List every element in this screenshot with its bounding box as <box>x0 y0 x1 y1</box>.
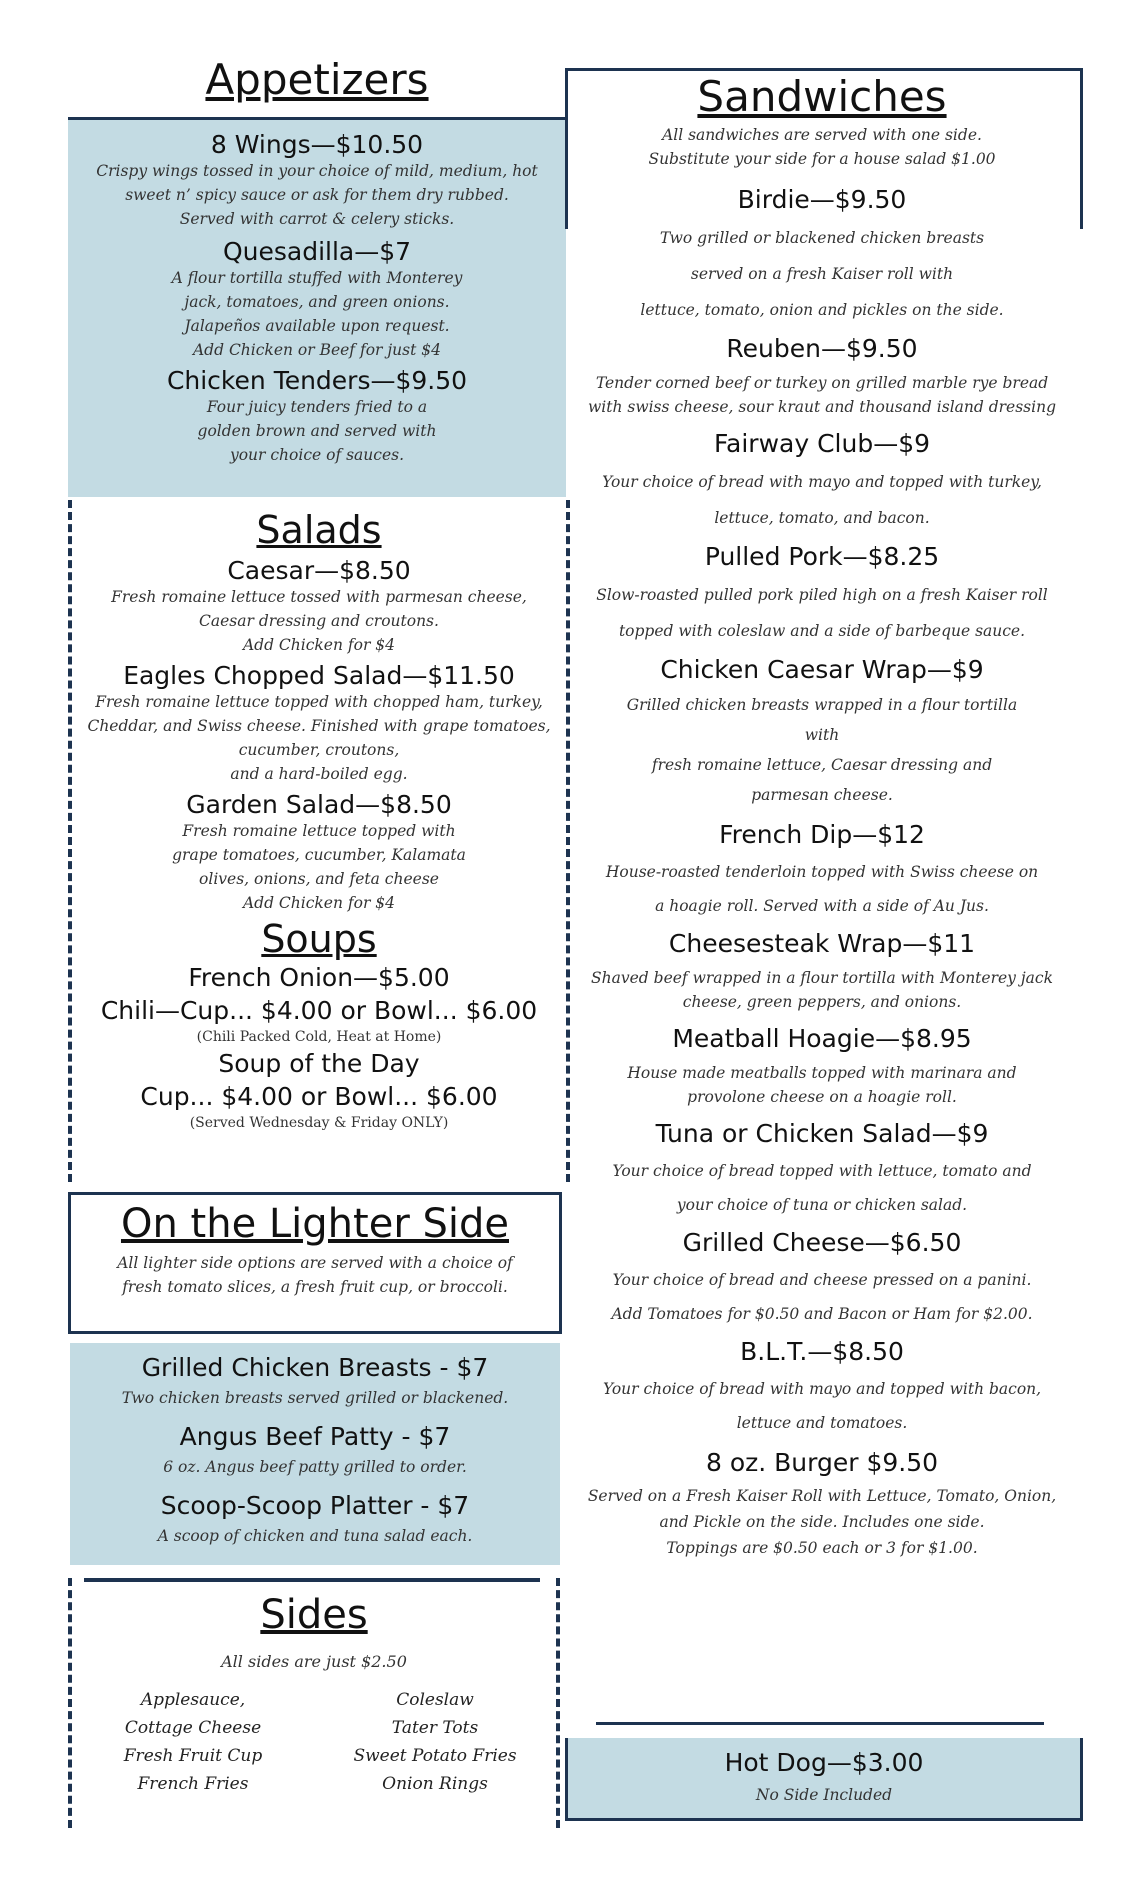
menu-item-name: Cheesesteak Wrap—$11 <box>668 929 976 958</box>
side-item: Fresh Fruit Cup <box>123 1746 263 1766</box>
lighter-side-heading: On the Lighter Side <box>120 1201 509 1247</box>
menu-item-name: Fairway Club—$9 <box>713 429 931 458</box>
menu-item-name: Scoop-Scoop Platter - $7 <box>160 1491 470 1520</box>
side-item: Applesauce, <box>140 1690 246 1710</box>
lighter-side-section <box>68 1192 562 1334</box>
menu-item-name: Reuben—$9.50 <box>726 334 918 363</box>
side-item: French Fries <box>137 1774 249 1794</box>
menu-item-name: Angus Beef Patty - $7 <box>179 1422 451 1451</box>
soup-item: Soup of the Day <box>218 1049 420 1078</box>
lighter-side-items <box>70 1343 560 1565</box>
menu-item-description: Your choice of bread with mayo and topped with bacon, lettuce and tomatoes. <box>602 1380 1042 1432</box>
side-item: Coleslaw <box>396 1690 474 1710</box>
menu-item-name: Grilled Chicken Breasts - $7 <box>141 1353 489 1382</box>
menu-item-name: 8 Wings—$10.50 <box>210 130 424 159</box>
soup-item: Chili—Cup... $4.00 or Bowl... $6.00 <box>100 996 538 1025</box>
menu-item-name: Eagles Chopped Salad—$11.50 <box>123 661 515 690</box>
menu-item-description: Slow-roasted pulled pork piled high on a fresh Kaiser roll topped with coleslaw and a side of barbeque sauce. <box>596 586 1048 640</box>
menu-item-name: Chicken Caesar Wrap—$9 <box>660 655 984 684</box>
sides-section <box>68 1578 560 1828</box>
menu-item-name: Garden Salad—$8.50 <box>186 790 452 819</box>
sides-heading: Sides <box>260 1592 368 1638</box>
salads-soups-section <box>68 500 570 1182</box>
menu-item-description: Crispy wings tossed in your choice of mild, medium, hot sweet n’ spicy sauce or ask for them dry rubbed. Served with carrot & celery sticks. <box>96 162 538 228</box>
soup-note: (Served Wednesday & Friday ONLY) <box>189 1115 449 1131</box>
soup-note: (Chili Packed Cold, Heat at Home) <box>196 1029 442 1045</box>
menu-item-description: No Side Included <box>755 1786 893 1804</box>
appetizers-section <box>68 117 566 497</box>
sandwiches-section <box>566 68 1078 1561</box>
menu-item-description: Served on a Fresh Kaiser Roll with Lettuce, Tomato, Onion, and Pickle on the side. Includes one side. Toppings are $0.50 each or 3 for $1.00. <box>587 1487 1057 1557</box>
hot-dog-section <box>565 1738 1083 1821</box>
sandwiches-divider <box>596 1722 1044 1725</box>
menu-item-name: Hot Dog—$3.00 <box>724 1748 924 1777</box>
sandwiches-intro: All sandwiches are served with one side. Substitute your side for a house salad $1.00 <box>648 126 996 168</box>
soups-heading: Soups <box>261 917 377 961</box>
side-item: Onion Rings <box>382 1774 488 1794</box>
menu-item-description: Your choice of bread with mayo and topped with turkey, lettuce, tomato, and bacon. <box>602 473 1042 527</box>
menu-item-description: Fresh romaine lettuce tossed with parmesan cheese, Caesar dressing and croutons. Add Chicken for $4 <box>111 588 527 654</box>
appetizers-heading: Appetizers <box>205 55 429 104</box>
menu-item-name: Tuna or Chicken Salad—$9 <box>655 1119 989 1148</box>
side-item: Tater Tots <box>391 1718 479 1738</box>
menu-item-name: B.L.T.—$8.50 <box>740 1337 904 1366</box>
lighter-side-description: All lighter side options are served with a choice of fresh tomato slices, a fresh fruit cup, or broccoli. <box>117 1254 513 1296</box>
menu-item-description: Your choice of bread topped with lettuce, tomato and your choice of tuna or chicken salad. <box>612 1162 1032 1214</box>
menu-item-name: Grilled Cheese—$6.50 <box>682 1228 962 1257</box>
side-item: Cottage Cheese <box>124 1718 262 1738</box>
menu-item-description: Four juicy tenders fried to a golden brown and served with your choice of sauces. <box>197 398 437 464</box>
menu-item-description: House made meatballs topped with marinara and provolone cheese on a hoagie roll. <box>627 1064 1017 1106</box>
menu-item-name: 8 oz. Burger $9.50 <box>705 1448 939 1477</box>
menu-item-description: Your choice of bread and cheese pressed on a panini. Add Tomatoes for $0.50 and Bacon or Ham for $2.00. <box>611 1271 1033 1323</box>
menu-item-description: Grilled chicken breasts wrapped in a flour tortilla with fresh romaine lettuce, Caesar dressing and parmesan cheese. <box>626 696 1018 804</box>
menu-item-description: Two grilled or blackened chicken breasts served on a fresh Kaiser roll with lettuce, tomato, onion and pickles on the side. <box>640 229 1004 319</box>
menu-item-name: Quesadilla—$7 <box>222 237 412 266</box>
menu-item-name: French Dip—$12 <box>719 820 925 849</box>
sides-list <box>72 1690 556 1794</box>
menu-item-name: Meatball Hoagie—$8.95 <box>672 1024 972 1053</box>
sandwiches-heading: Sandwiches <box>697 72 947 121</box>
menu-item-description: Jalapeños available upon request. Add Chicken or Beef for just $4 <box>184 317 450 359</box>
menu-item-description: Tender corned beef or turkey on grilled marble rye bread with swiss cheese, sour kraut and thousand island dressing <box>588 374 1056 416</box>
menu-item-description: House-roasted tenderloin topped with Swiss cheese on a hoagie roll. Served with a side of Au Jus. <box>605 863 1039 915</box>
sides-price-note: All sides are just $2.50 <box>221 1652 407 1671</box>
menu-item-description: Fresh romaine lettuce topped with chopped ham, turkey, Cheddar, and Swiss cheese. Finished with grape tomatoes, cucumber, croutons, and a hard-boiled egg. <box>87 693 551 783</box>
menu-item-description: Fresh romaine lettuce topped with grape tomatoes, cucumber, Kalamata olives, onions, and feta cheese Add Chicken for $4 <box>172 822 466 912</box>
menu-item-description: A scoop of chicken and tuna salad each. <box>157 1527 473 1545</box>
menu-item-description: 6 oz. Angus beef patty grilled to order. <box>163 1458 467 1476</box>
salads-heading: Salads <box>256 508 382 552</box>
side-item: Sweet Potato Fries <box>353 1746 517 1766</box>
menu-item-name: Caesar—$8.50 <box>227 556 411 585</box>
soup-item: Cup... $4.00 or Bowl... $6.00 <box>140 1082 498 1111</box>
menu-item-name: Birdie—$9.50 <box>737 185 907 214</box>
menu-item-name: Chicken Tenders—$9.50 <box>166 366 468 395</box>
menu-item-description: Shaved beef wrapped in a flour tortilla with Monterey jack cheese, green peppers, and onions. <box>591 969 1053 1011</box>
menu-item-name: Pulled Pork—$8.25 <box>704 542 940 571</box>
menu-item-description: Two chicken breasts served grilled or blackened. <box>121 1389 509 1407</box>
menu-item-description: A flour tortilla stuffed with Monterey jack, tomatoes, and green onions. <box>171 269 463 311</box>
soup-item: French Onion—$5.00 <box>188 963 450 992</box>
